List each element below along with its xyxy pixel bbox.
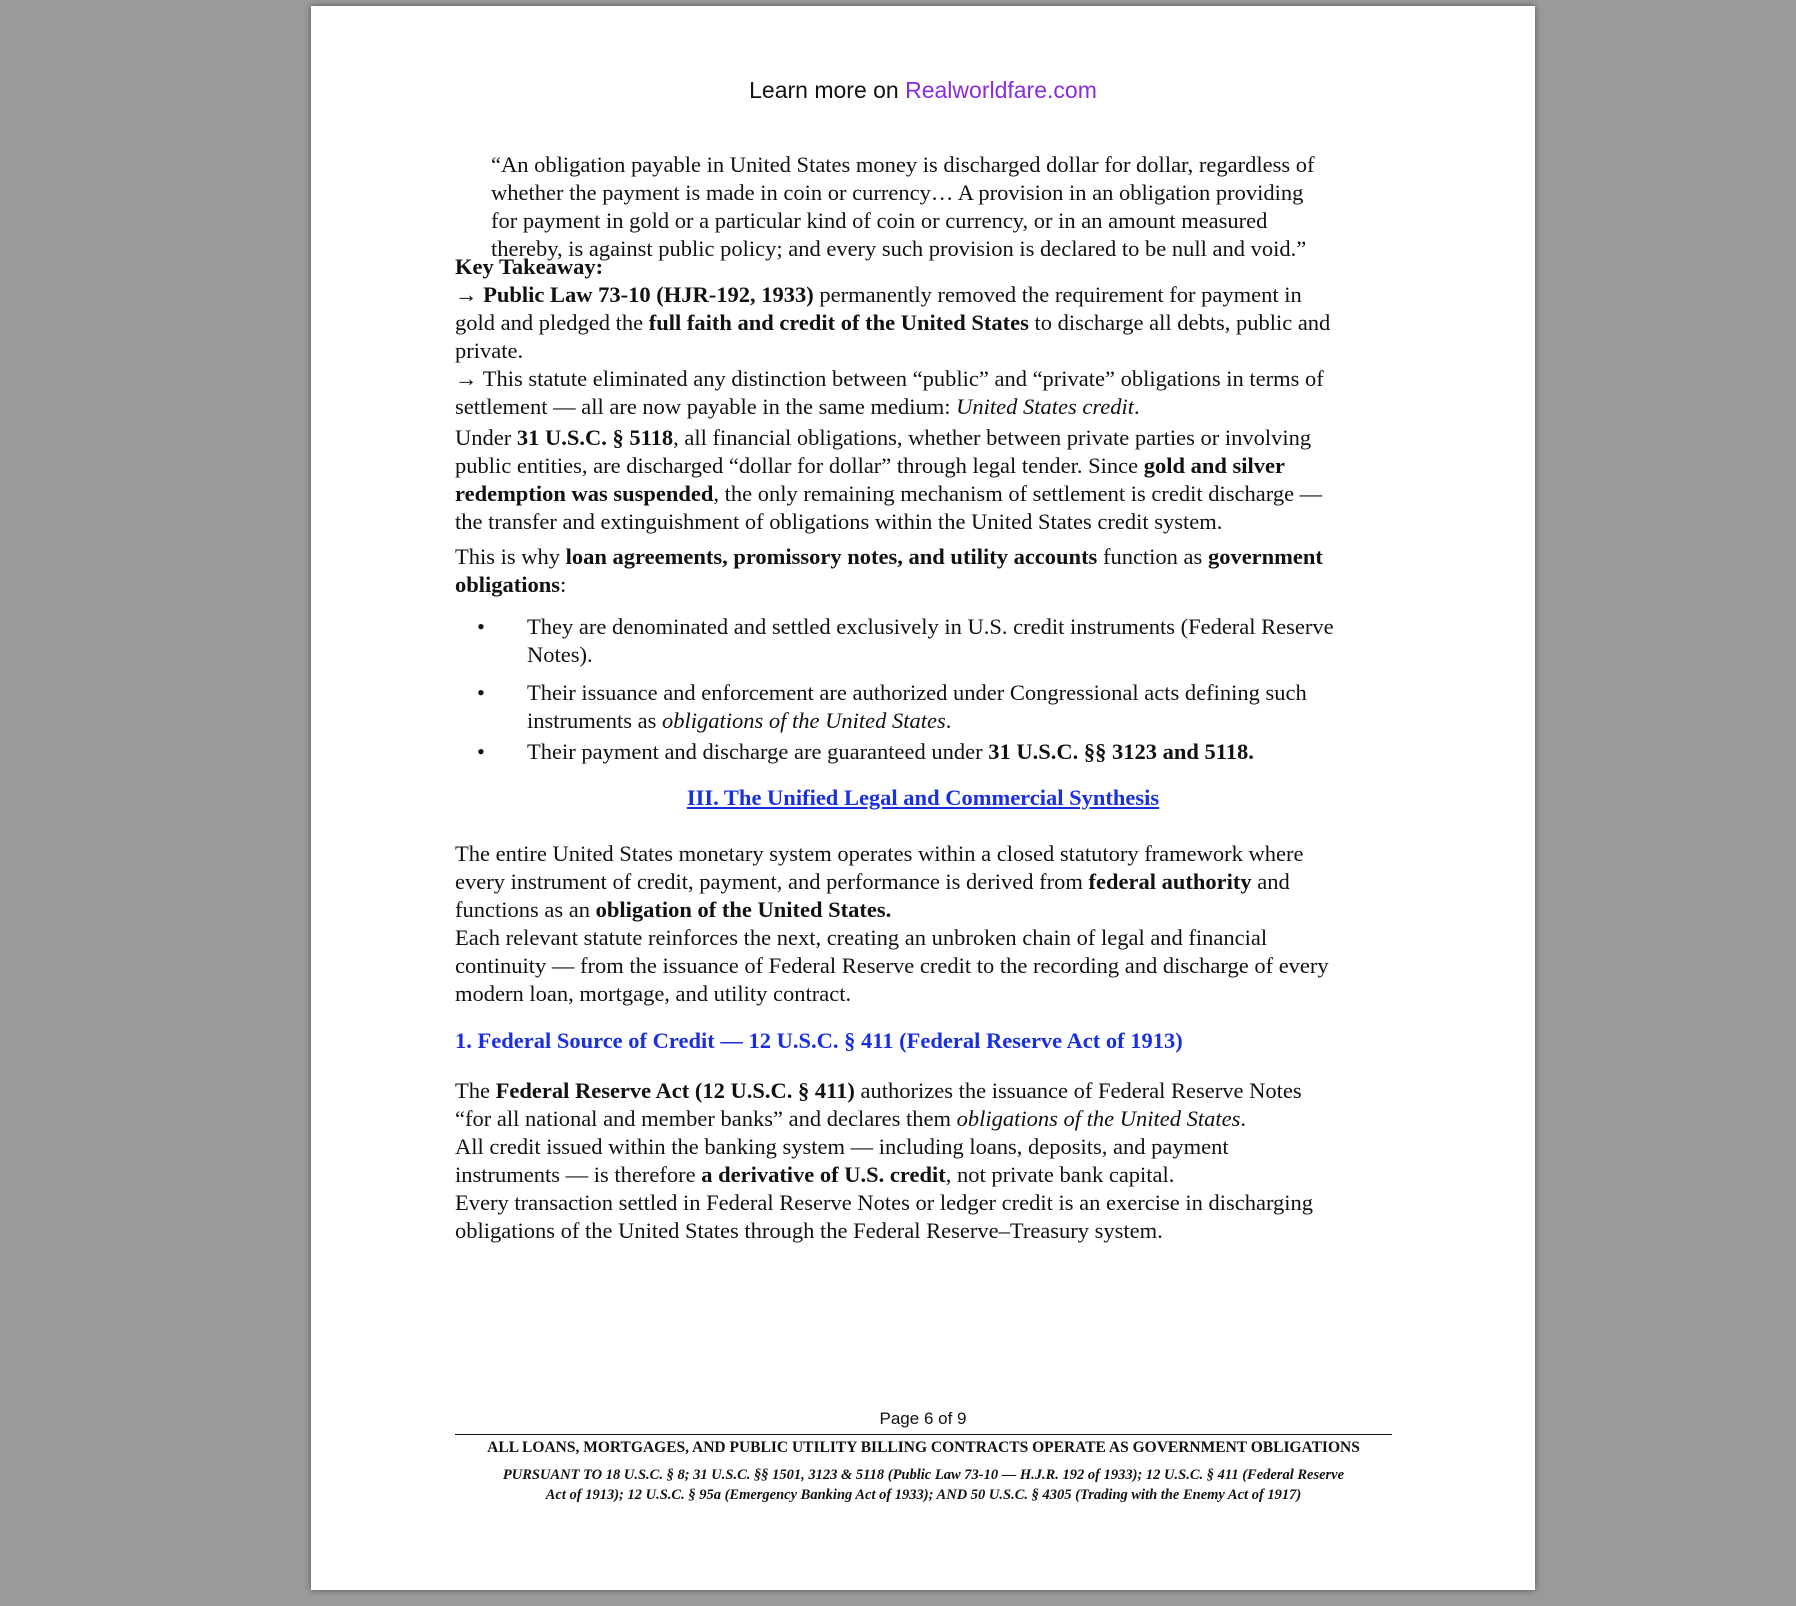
usc-5118-cite: 31 U.S.C. § 5118 <box>516 425 674 450</box>
arrow-glyph: → <box>455 366 483 391</box>
para-text: instruments — is therefore <box>455 1162 702 1187</box>
federal-authority-phrase: federal authority <box>1088 869 1252 894</box>
gold-silver-phrase: gold and silver <box>1143 453 1286 478</box>
para-text: This is why <box>455 544 566 569</box>
banner-link[interactable]: Realworldfare.com <box>905 77 1097 103</box>
quote-line: for payment in gold or a particular kind of coin or currency, or in an amount measured <box>491 208 1268 233</box>
para-text: the transfer and extinguishment of obligations within the United States credit system. <box>455 509 1223 534</box>
para-text: The <box>455 1078 496 1103</box>
para-text: Under <box>455 425 517 450</box>
takeaway-text: permanently removed the requirement for payment in <box>813 282 1302 307</box>
para-text: . <box>1240 1106 1247 1131</box>
bullet-icon: • <box>477 739 485 764</box>
takeaway-text: private. <box>455 338 524 363</box>
para-text: authorizes the issuance of Federal Reserve Notes <box>854 1078 1302 1103</box>
para-text: Each relevant statute reinforces the next, creating an unbroken chain of legal and financial <box>455 925 1268 950</box>
instruments-phrase: loan agreements, promissory notes, and utility accounts <box>565 544 1098 569</box>
public-law-cite: Public Law 73-10 (HJR-192, 1933) <box>483 282 814 307</box>
footer-citations <box>455 1465 1392 1505</box>
para-text: , all financial obligations, whether between private parties or involving <box>673 425 1312 450</box>
gold-silver-phrase: redemption was suspended <box>455 481 714 506</box>
fr-act-cite: Federal Reserve Act (12 U.S.C. § 411) <box>495 1078 855 1103</box>
document-page <box>311 6 1535 1590</box>
statute-quote <box>491 151 1391 263</box>
federal-reserve-paragraph <box>455 1077 1395 1245</box>
obligations-phrase: obligations of the United States <box>662 708 946 733</box>
takeaway-text: This statute eliminated any distinction between “public” and “private” obligations in terms of <box>482 366 1324 391</box>
bullet-icon: • <box>477 680 485 705</box>
why-paragraph <box>455 543 1395 599</box>
para-text: , not private bank capital. <box>945 1162 1175 1187</box>
key-takeaway <box>455 253 1395 421</box>
footer-citation-line: Act of 1913); 12 U.S.C. § 95a (Emergency Banking Act of 1933); AND 50 U.S.C. § 4305 (Trading with the Enemy Act of 1917) <box>545 1487 1302 1503</box>
bullet-text: They are denominated and settled exclusively in U.S. credit instruments (Federal Reserve <box>527 614 1334 639</box>
para-text: functions as an <box>455 897 596 922</box>
bullet-text: instruments as <box>527 708 662 733</box>
para-text: “for all national and member banks” and declares them <box>455 1106 957 1131</box>
para-text: public entities, are discharged “dollar for dollar” through legal tender. Since <box>455 453 1144 478</box>
quote-line: thereby, is against public policy; and every such provision is declared to be null and void.” <box>491 236 1307 261</box>
para-text: function as <box>1097 544 1208 569</box>
bullet-list <box>455 613 1395 763</box>
footer-title: ALL LOANS, MORTGAGES, AND PUBLIC UTILITY BILLING CONTRACTS OPERATE AS GOVERNMENT OBLIGATIONS <box>487 1439 1360 1456</box>
section-heading-iii[interactable]: III. The Unified Legal and Commercial Synthesis <box>686 785 1160 810</box>
para-text: Every transaction settled in Federal Reserve Notes or ledger credit is an exercise in discharging <box>455 1190 1314 1215</box>
para-text: The entire United States monetary system operates within a closed statutory framework where <box>455 841 1304 866</box>
gov-obligations-phrase: obligations <box>455 572 561 597</box>
obligation-phrase: obligation of the United States. <box>595 897 892 922</box>
takeaway-text: to discharge all debts, public and <box>1028 310 1331 335</box>
para-text: , the only remaining mechanism of settlement is credit discharge — <box>713 481 1323 506</box>
para-text: modern loan, mortgage, and utility contract. <box>455 981 852 1006</box>
usc-cite: 31 U.S.C. §§ 3123 and 5118. <box>988 739 1254 764</box>
para-text: All credit issued within the banking system — including loans, deposits, and payment <box>455 1134 1229 1159</box>
banner-prefix: Learn more on <box>749 77 906 103</box>
takeaway-text: settlement — all are now payable in the same medium: <box>455 394 957 419</box>
promo-banner <box>311 77 1535 104</box>
quote-line: whether the payment is made in coin or currency… A provision in an obligation providing <box>491 180 1304 205</box>
takeaway-text: gold and pledged the <box>455 310 649 335</box>
quote-line: “An obligation payable in United States money is discharged dollar for dollar, regardless of <box>491 152 1315 177</box>
para-text: and <box>1251 869 1290 894</box>
bullet-text: . <box>945 708 952 733</box>
derivative-phrase: a derivative of U.S. credit <box>701 1162 946 1187</box>
bullet-icon: • <box>477 614 485 639</box>
bullet-text: Notes). <box>527 642 593 667</box>
takeaway-text: . <box>1134 394 1140 419</box>
para-text: every instrument of credit, payment, and performance is derived from <box>455 869 1089 894</box>
para-text: obligations of the United States through the Federal Reserve–Treasury system. <box>455 1218 1163 1243</box>
takeaway-heading: Key Takeaway: <box>455 254 604 279</box>
us-credit-phrase: United States credit <box>956 394 1134 419</box>
bullet-text: Their payment and discharge are guaranteed under <box>527 739 989 764</box>
page-number: Page 6 of 9 <box>879 1409 967 1428</box>
para-text: : <box>560 572 567 597</box>
full-faith-phrase: full faith and credit of the United States <box>648 310 1029 335</box>
subsection-heading-1: 1. Federal Source of Credit — 12 U.S.C. § 411 (Federal Reserve Act of 1913) <box>455 1028 1183 1053</box>
bullet-text: Their issuance and enforcement are authorized under Congressional acts defining such <box>527 680 1307 705</box>
obligations-phrase: obligations of the United States <box>956 1106 1241 1131</box>
para-text: continuity — from the issuance of Federal Reserve credit to the recording and discharge of every <box>455 953 1329 978</box>
paragraph-5118 <box>455 424 1395 536</box>
gov-obligations-phrase: government <box>1207 544 1323 569</box>
synthesis-paragraph <box>455 840 1395 1008</box>
footer-citation-line: PURSUANT TO 18 U.S.C. § 8; 31 U.S.C. §§ 1501, 3123 & 5118 (Public Law 73-10 — H.J.R. 192 of 1933); 12 U.S.C. § 411 (Federal Reserve <box>502 1467 1345 1483</box>
arrow-glyph: → <box>455 282 484 307</box>
footer-divider <box>455 1434 1392 1435</box>
